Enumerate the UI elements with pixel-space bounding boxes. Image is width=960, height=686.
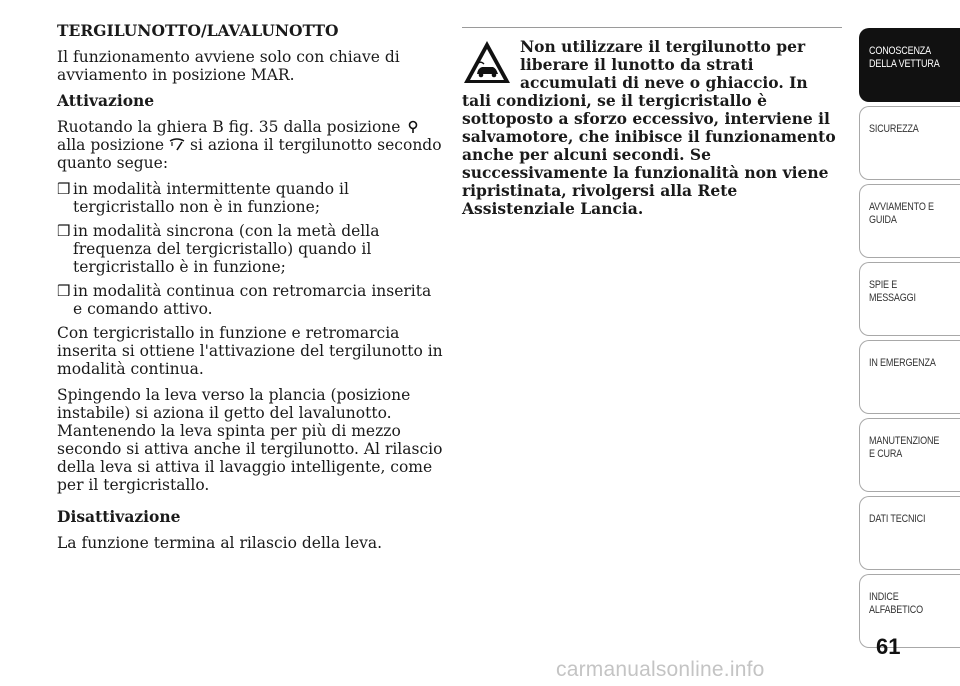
section-title: TERGILUNOTTO/LAVALUNOTTO bbox=[57, 21, 339, 40]
warning-box bbox=[462, 38, 842, 218]
push-paragraph: Spingendo la leva verso la plancia (posizione instabile) si aziona il getto del lavalunotto. Mantenendo la leva spinta per più di mezzo secondo si attiva anche il tergilunotto. Al rilascio della leva si attiva il lavaggio intelligente, come per il tergicristallo. bbox=[57, 386, 443, 494]
deactivation-paragraph: La funzione termina al rilascio della leva. bbox=[57, 534, 383, 552]
top-rule bbox=[462, 27, 842, 28]
tab-sicurezza[interactable]: SICUREZZA bbox=[859, 106, 960, 180]
activation-text-c: si aziona il tergilunotto secondo quanto segue: bbox=[57, 136, 442, 172]
intro-paragraph: Il funzionamento avviene solo con chiave di avviamento in posizione MAR. bbox=[57, 48, 400, 84]
tab-indice-alfabetico[interactable]: INDICE ALFABETICO bbox=[859, 574, 960, 648]
list-item: ❒ in modalità intermittente quando il tergicristallo non è in funzione; bbox=[57, 180, 349, 216]
deactivation-heading: Disattivazione bbox=[57, 507, 181, 526]
activation-heading: Attivazione bbox=[57, 91, 155, 110]
page-number: 61 bbox=[876, 634, 901, 659]
reverse-paragraph: Con tergicristallo in funzione e retromarcia inserita si ottiene l'attivazione del tergilunotto in modalità continua. bbox=[57, 324, 443, 378]
watermark: carmanualsonline.info bbox=[556, 658, 765, 681]
list-item: ❒ in modalità sincrona (con la metà della frequenza del tergicristallo) quando il tergicristallo è in funzione; bbox=[57, 222, 380, 276]
activation-text-a: Ruotando la ghiera B fig. 35 dalla posizione bbox=[57, 118, 401, 136]
tab-spie-e-messaggi[interactable]: SPIE E MESSAGGI bbox=[859, 262, 960, 336]
checkbox-bullet-icon: ❒ bbox=[57, 282, 71, 300]
activation-text-b: alla posizione bbox=[57, 136, 165, 154]
checkbox-bullet-icon: ❒ bbox=[57, 222, 71, 240]
main-column bbox=[57, 22, 445, 560]
rear-wiper-icon bbox=[169, 138, 185, 152]
activation-paragraph bbox=[57, 118, 445, 172]
tab-dati-tecnici[interactable]: DATI TECNICI bbox=[859, 496, 960, 570]
chapter-tabs bbox=[859, 28, 960, 652]
tab-manutenzione-e-cura[interactable]: MANUTENZIONE E CURA bbox=[859, 418, 960, 492]
checkbox-bullet-icon: ❒ bbox=[57, 180, 71, 198]
tab-conoscenza-della-vettura[interactable]: CONOSCENZA DELLA VETTURA bbox=[859, 28, 960, 102]
list-item: ❒ in modalità continua con retromarcia inserita e comando attivo. bbox=[57, 282, 432, 318]
tab-avviamento-e-guida[interactable]: AVVIAMENTO E GUIDA bbox=[859, 184, 960, 258]
warning-text: Non utilizzare il tergilunotto per liberare il lunotto da strati accumulati di neve o ghiaccio. In tali condizioni, se il tergicristallo è sottoposto a sforzo eccessivo, interviene il salvamotore, che inibisce il funzionamento anche per alcuni secondi. Se successivamente la funzionalità non viene ripristinata, rivolgersi alla Rete Assistenziale Lancia. bbox=[462, 37, 836, 218]
tab-in-emergenza[interactable]: IN EMERGENZA bbox=[859, 340, 960, 414]
off-position-icon bbox=[405, 120, 421, 134]
warning-triangle-car-icon bbox=[462, 38, 512, 86]
